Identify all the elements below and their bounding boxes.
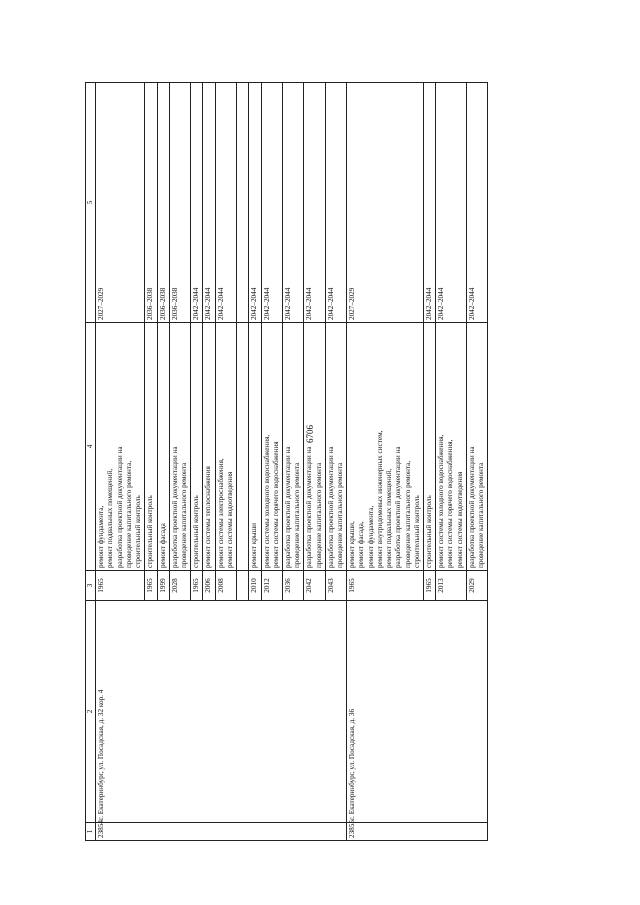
work-item: разработка проектной документации на xyxy=(326,446,335,568)
works-cell xyxy=(215,323,236,571)
works-cell xyxy=(261,323,282,571)
period-cell: 2027–2029 xyxy=(96,83,145,323)
work-item: разработка проектной документации на xyxy=(170,446,179,568)
period-cell: 2036–2038 xyxy=(169,83,190,323)
work-item: проведение капитального ремонта xyxy=(336,462,345,568)
work-item: строительный контроль xyxy=(134,495,143,568)
works-cell xyxy=(282,323,303,571)
year-cell: 1965 xyxy=(424,571,436,601)
year-cell: 2006 xyxy=(203,571,215,601)
work-item: ремонт крыши xyxy=(250,522,259,568)
work-item: ремонт системы водоотведения xyxy=(455,471,464,568)
works-cell xyxy=(145,323,157,571)
work-item: разработка проектной документации на xyxy=(115,446,124,568)
works-cell xyxy=(169,323,190,571)
period-cell: 2042–2044 xyxy=(304,83,325,323)
year-cell: 2013 xyxy=(436,571,467,601)
period-cell: 2036–2038 xyxy=(157,83,169,323)
works-cell xyxy=(157,323,169,571)
work-item: ремонт фундамента, xyxy=(366,505,375,568)
works-cell xyxy=(424,323,436,571)
work-item: ремонт системы водоотведения xyxy=(225,471,234,568)
works-cell xyxy=(347,323,424,571)
column-header-2: 2 xyxy=(86,601,96,823)
work-item: строительный контроль xyxy=(192,495,201,568)
period-cell: 2042–2044 xyxy=(249,83,261,323)
work-item: разработка проектной документации на xyxy=(305,446,314,568)
work-item: ремонт системы горячего водоснабжения, xyxy=(446,439,455,568)
column-header-3: 3 xyxy=(86,571,96,601)
period-cell: 2042–2044 xyxy=(203,83,215,323)
work-item: проведение капитального ремонта, xyxy=(124,460,133,568)
work-item: проведение капитального ремонта xyxy=(477,462,486,568)
works-cell xyxy=(249,323,261,571)
year-cell: 2036 xyxy=(282,571,303,601)
year-cell: 2028 xyxy=(169,571,190,601)
period-cell: 2042–2044 xyxy=(424,83,436,323)
empty-cell xyxy=(237,323,249,571)
work-item: ремонт фасада, xyxy=(357,521,366,568)
work-item: строительный контроль xyxy=(146,495,155,568)
work-item: ремонт подвальных помещений, xyxy=(385,468,394,568)
capital-repair-table xyxy=(85,82,488,841)
work-item: ремонт фасада xyxy=(158,523,167,568)
work-item: ремонт системы теплоснабжения xyxy=(204,466,213,568)
empty-cell xyxy=(237,571,249,601)
works-cell xyxy=(191,323,203,571)
year-cell: 2042 xyxy=(304,571,325,601)
work-item: проведение капитального ремонта xyxy=(293,462,302,568)
column-header-4: 4 xyxy=(86,323,96,571)
period-cell: 2042–2044 xyxy=(282,83,303,323)
column-header-1: 1 xyxy=(86,823,96,841)
period-cell: 2042–2044 xyxy=(191,83,203,323)
work-item: ремонт фундамента, xyxy=(97,505,106,568)
table-row xyxy=(347,83,424,841)
address-cell: г. Екатеринбург, ул. Посадская, д. 32 кор. 4 xyxy=(96,601,347,823)
year-cell: 2008 xyxy=(215,571,236,601)
work-item: разработка проектной документации на xyxy=(283,446,292,568)
period-cell: 2042–2044 xyxy=(261,83,282,323)
year-cell: 1965 xyxy=(145,571,157,601)
period-cell: 2042–2044 xyxy=(325,83,346,323)
year-cell: 1965 xyxy=(347,571,424,601)
work-item: ремонт внутридомовых инженерных систем, xyxy=(375,430,384,568)
period-cell: 2042–2044 xyxy=(436,83,467,323)
period-cell: 2036–2038 xyxy=(145,83,157,323)
period-cell: 2042–2044 xyxy=(215,83,236,323)
table-row xyxy=(96,83,145,841)
work-item: ремонт системы горячего водоснабжения xyxy=(271,441,280,568)
table-body xyxy=(96,83,488,841)
work-item: разработка проектной документации на xyxy=(467,446,476,568)
work-item: ремонт крыши, xyxy=(348,521,357,568)
work-item: ремонт системы холодного водоснабжения, xyxy=(437,434,446,568)
work-item: строительный контроль xyxy=(425,495,433,568)
year-cell: 1999 xyxy=(157,571,169,601)
page-number: 6706 xyxy=(305,425,315,443)
work-item: проведение капитального ремонта xyxy=(179,462,188,568)
work-item: ремонт системы электроснабжения, xyxy=(216,458,225,568)
work-item: проведение капитального ремонта, xyxy=(403,460,412,568)
row-number: 23854. xyxy=(96,823,347,841)
year-cell: 2043 xyxy=(325,571,346,601)
year-cell: 2010 xyxy=(249,571,261,601)
period-cell: 2042–2044 xyxy=(466,83,487,323)
row-number: 23855. xyxy=(347,823,488,841)
works-cell xyxy=(304,323,325,571)
work-item: разработка проектной документации на xyxy=(394,446,403,568)
year-cell: 1965 xyxy=(191,571,203,601)
work-item: ремонт системы холодного водоснабжения, xyxy=(262,434,271,568)
column-header-5: 5 xyxy=(86,83,96,323)
header-row xyxy=(86,83,96,841)
year-cell: 2012 xyxy=(261,571,282,601)
work-item: строительный контроль xyxy=(412,495,421,568)
year-cell: 2029 xyxy=(466,571,487,601)
work-item: проведение капитального ремонта xyxy=(314,462,323,568)
period-cell: 2027–2029 xyxy=(347,83,424,323)
works-cell xyxy=(325,323,346,571)
works-cell xyxy=(466,323,487,571)
works-cell xyxy=(436,323,467,571)
works-cell xyxy=(96,323,145,571)
empty-cell xyxy=(237,83,249,323)
address-cell: г. Екатеринбург, ул. Посадская, д. 36 xyxy=(347,601,488,823)
rotated-table-wrapper xyxy=(85,83,517,841)
work-item: ремонт подвальных помещений, xyxy=(106,468,115,568)
works-cell xyxy=(203,323,215,571)
year-cell: 1965 xyxy=(96,571,145,601)
